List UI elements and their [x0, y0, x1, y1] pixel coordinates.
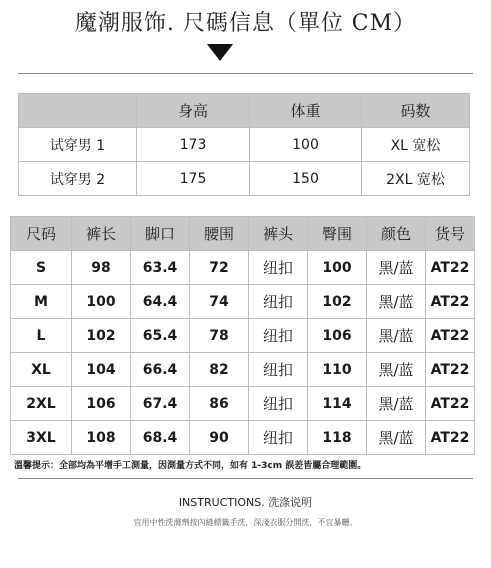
instructions-body: 宜用中性洗滌劑按內縫標籤手洗，深淺衣服分開洗，不宜暴曬。: [133, 518, 358, 527]
tryon-cell: 试穿男 1: [19, 128, 137, 162]
table-row: [11, 251, 475, 285]
table-row: [11, 421, 475, 455]
down-arrow-icon: [207, 44, 233, 61]
size-cell: 82: [190, 353, 249, 387]
size-header-cell: 尺码: [11, 217, 72, 251]
size-cell: 66.4: [131, 353, 190, 387]
tryon-cell: 100: [250, 128, 362, 162]
tryon-header-cell: 身高: [137, 94, 250, 128]
table-row: [11, 353, 475, 387]
size-header-cell: 腰围: [190, 217, 249, 251]
table-row: [19, 162, 470, 196]
size-cell: XL: [11, 353, 72, 387]
size-cell: AT22: [426, 285, 475, 319]
size-cell: 104: [72, 353, 131, 387]
tryon-table: [18, 93, 470, 196]
size-cell: 纽扣: [249, 285, 308, 319]
size-cell: AT22: [426, 387, 475, 421]
size-cell: 68.4: [131, 421, 190, 455]
size-cell: 3XL: [11, 421, 72, 455]
tryon-header-row: [19, 94, 470, 128]
size-cell: 78: [190, 319, 249, 353]
size-cell: M: [11, 285, 72, 319]
tryon-cell: 2XL 宽松: [362, 162, 470, 196]
size-cell: 106: [72, 387, 131, 421]
size-cell: 64.4: [131, 285, 190, 319]
size-cell: 74: [190, 285, 249, 319]
size-cell: 黑/蓝: [367, 319, 426, 353]
size-cell: AT22: [426, 251, 475, 285]
size-cell: 63.4: [131, 251, 190, 285]
size-cell: 90: [190, 421, 249, 455]
size-cell: AT22: [426, 353, 475, 387]
tryon-cell: 175: [137, 162, 250, 196]
size-cell: AT22: [426, 421, 475, 455]
size-cell: 黑/蓝: [367, 387, 426, 421]
size-header-cell: 货号: [426, 217, 475, 251]
size-cell: 102: [72, 319, 131, 353]
size-cell: 72: [190, 251, 249, 285]
tryon-cell: 173: [137, 128, 250, 162]
tryon-header-cell: [19, 94, 137, 128]
size-cell: 纽扣: [249, 251, 308, 285]
size-header-cell: 脚口: [131, 217, 190, 251]
measurement-note: 溫馨提示：全部均為平增手工測量，因測量方式不同，如有 1-3cm 誤差皆屬合理範圍。: [14, 461, 367, 471]
size-header-cell: 臀围: [308, 217, 367, 251]
size-cell: 98: [72, 251, 131, 285]
size-cell: AT22: [426, 319, 475, 353]
size-cell: 纽扣: [249, 353, 308, 387]
size-table: [10, 216, 475, 455]
size-cell: 108: [72, 421, 131, 455]
size-cell: 纽扣: [249, 319, 308, 353]
size-cell: 102: [308, 285, 367, 319]
size-cell: 黑/蓝: [367, 251, 426, 285]
table-row: [11, 285, 475, 319]
size-cell: 纽扣: [249, 421, 308, 455]
page-title: 魔潮服饰. 尺碼信息（單位 CM）: [74, 11, 417, 36]
size-cell: S: [11, 251, 72, 285]
size-cell: 100: [308, 251, 367, 285]
size-cell: 黑/蓝: [367, 353, 426, 387]
size-cell: 黑/蓝: [367, 421, 426, 455]
size-cell: 65.4: [131, 319, 190, 353]
size-cell: 100: [72, 285, 131, 319]
size-cell: 118: [308, 421, 367, 455]
size-cell: 114: [308, 387, 367, 421]
bottom-divider: [18, 478, 473, 479]
size-header-cell: 裤长: [72, 217, 131, 251]
tryon-header-cell: 体重: [250, 94, 362, 128]
size-header-row: [11, 217, 475, 251]
table-row: [11, 319, 475, 353]
top-divider: [18, 73, 473, 74]
tryon-cell: 150: [250, 162, 362, 196]
size-cell: 67.4: [131, 387, 190, 421]
size-header-cell: 裤头: [249, 217, 308, 251]
size-cell: 110: [308, 353, 367, 387]
size-cell: 黑/蓝: [367, 285, 426, 319]
size-cell: 纽扣: [249, 387, 308, 421]
size-cell: L: [11, 319, 72, 353]
table-row: [11, 387, 475, 421]
size-header-cell: 颜色: [367, 217, 426, 251]
tryon-cell: XL 宽松: [362, 128, 470, 162]
table-row: [19, 128, 470, 162]
instructions-title: INSTRUCTIONS. 洗涤说明: [178, 496, 313, 509]
size-cell: 2XL: [11, 387, 72, 421]
size-cell: 106: [308, 319, 367, 353]
size-cell: 86: [190, 387, 249, 421]
tryon-header-cell: 码数: [362, 94, 470, 128]
tryon-cell: 试穿男 2: [19, 162, 137, 196]
